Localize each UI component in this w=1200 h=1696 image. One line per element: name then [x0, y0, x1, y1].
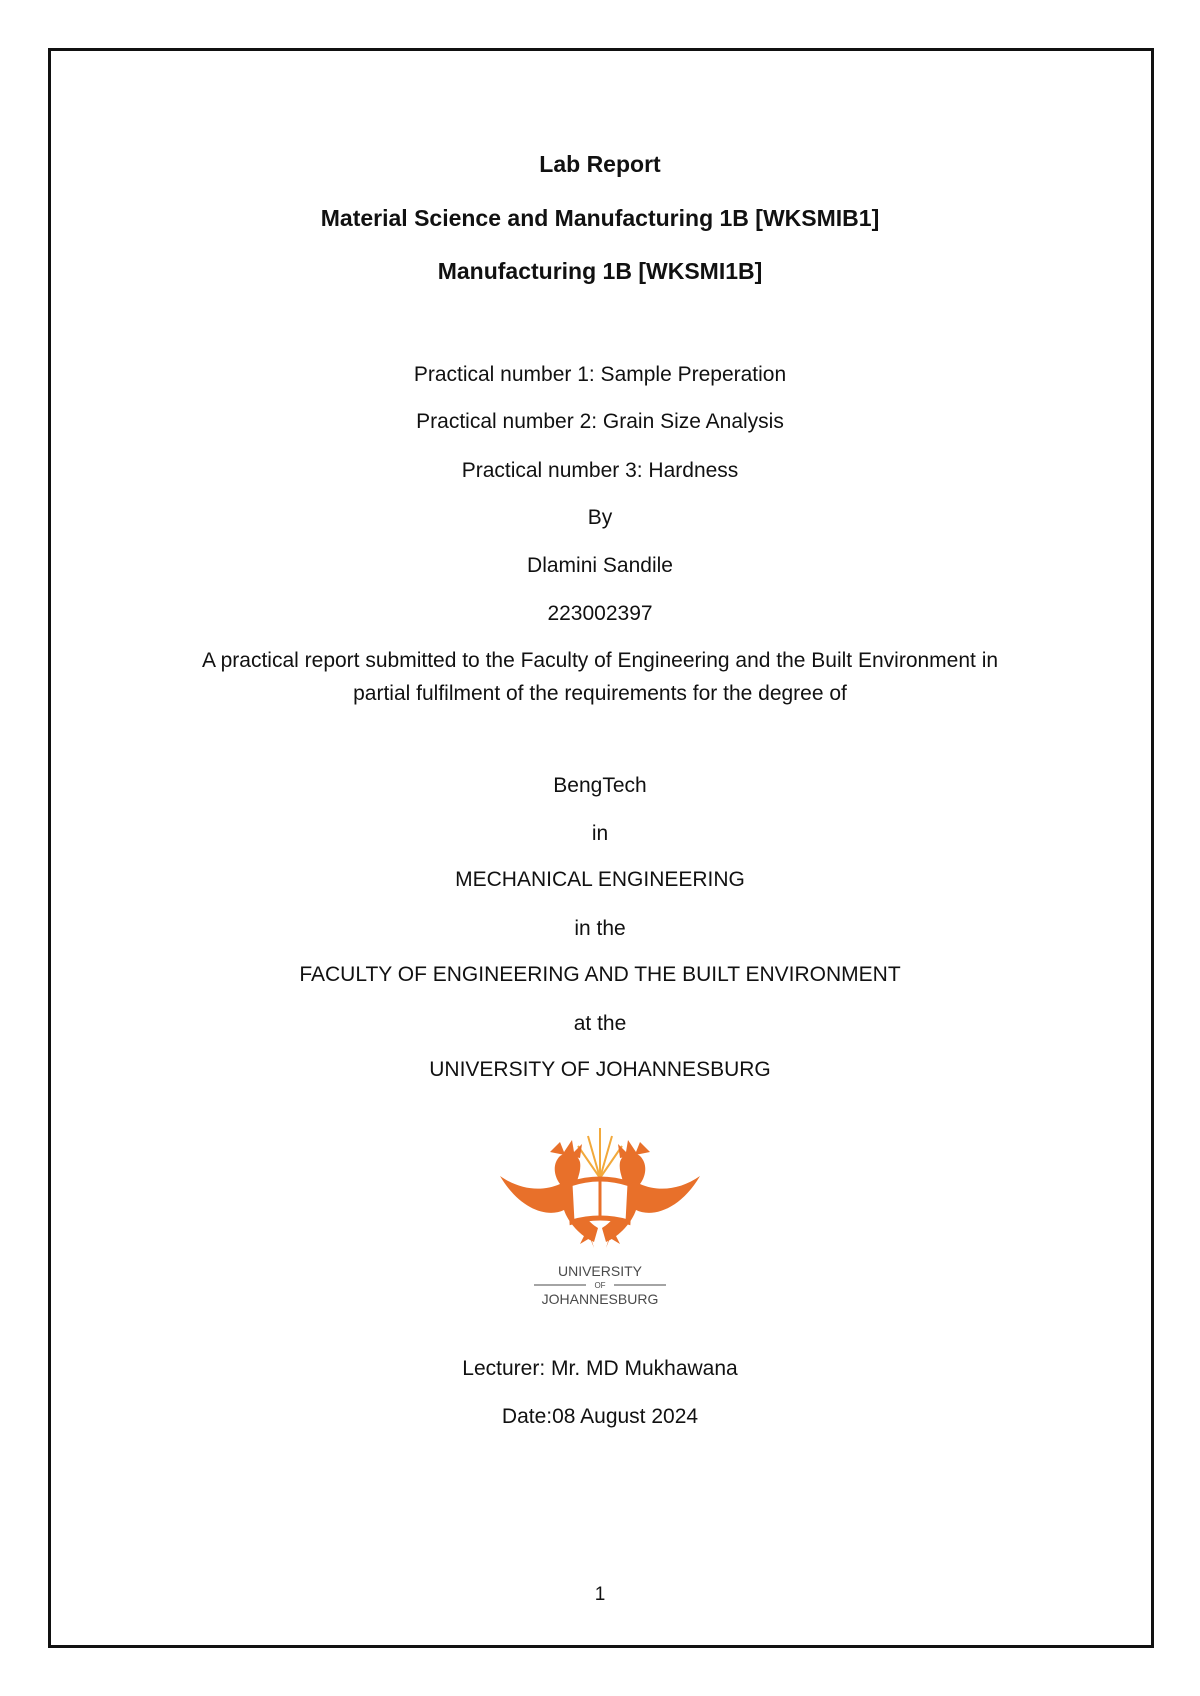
report-title: Lab Report — [539, 151, 661, 177]
logo-graphic-icon — [490, 1118, 710, 1318]
logo-text-top: UNIVERSITY — [557, 1263, 643, 1279]
logo-text-mid: OF — [594, 1281, 606, 1290]
practical-1: Practical number 1: Sample Preperation — [413, 363, 787, 386]
submission-line-2: partial fulfilment of the requirements for the degree of — [353, 682, 847, 705]
faculty-name: FACULTY OF ENGINEERING AND THE BUILT ENVIRONMENT — [299, 963, 901, 986]
page-number: 1 — [594, 1584, 606, 1605]
course-title-2: Manufacturing 1B [WKSMI1B] — [437, 258, 763, 284]
author-name: Dlamini Sandile — [527, 554, 673, 577]
by-label: By — [587, 506, 613, 529]
degree-name: BengTech — [553, 774, 647, 797]
report-date: Date:08 August 2024 — [501, 1405, 699, 1428]
lecturer: Lecturer: Mr. MD Mukhawana — [462, 1357, 738, 1380]
submission-line-1: A practical report submitted to the Faculty of Engineering and the Built Environment in — [201, 649, 999, 672]
degree-in: in — [591, 822, 609, 845]
practical-2: Practical number 2: Grain Size Analysis — [416, 410, 784, 433]
university-name: UNIVERSITY OF JOHANNESBURG — [429, 1058, 771, 1081]
degree-at-the: at the — [573, 1012, 627, 1035]
course-title-1: Material Science and Manufacturing 1B [WKSMIB1] — [320, 205, 880, 231]
student-number: 223002397 — [547, 602, 653, 625]
university-of-johannesburg-logo — [490, 1118, 710, 1318]
degree-field: MECHANICAL ENGINEERING — [455, 868, 745, 891]
practical-3: Practical number 3: Hardness — [461, 459, 739, 482]
degree-in-the: in the — [574, 917, 626, 940]
logo-text-bottom: JOHANNESBURG — [541, 1291, 659, 1307]
